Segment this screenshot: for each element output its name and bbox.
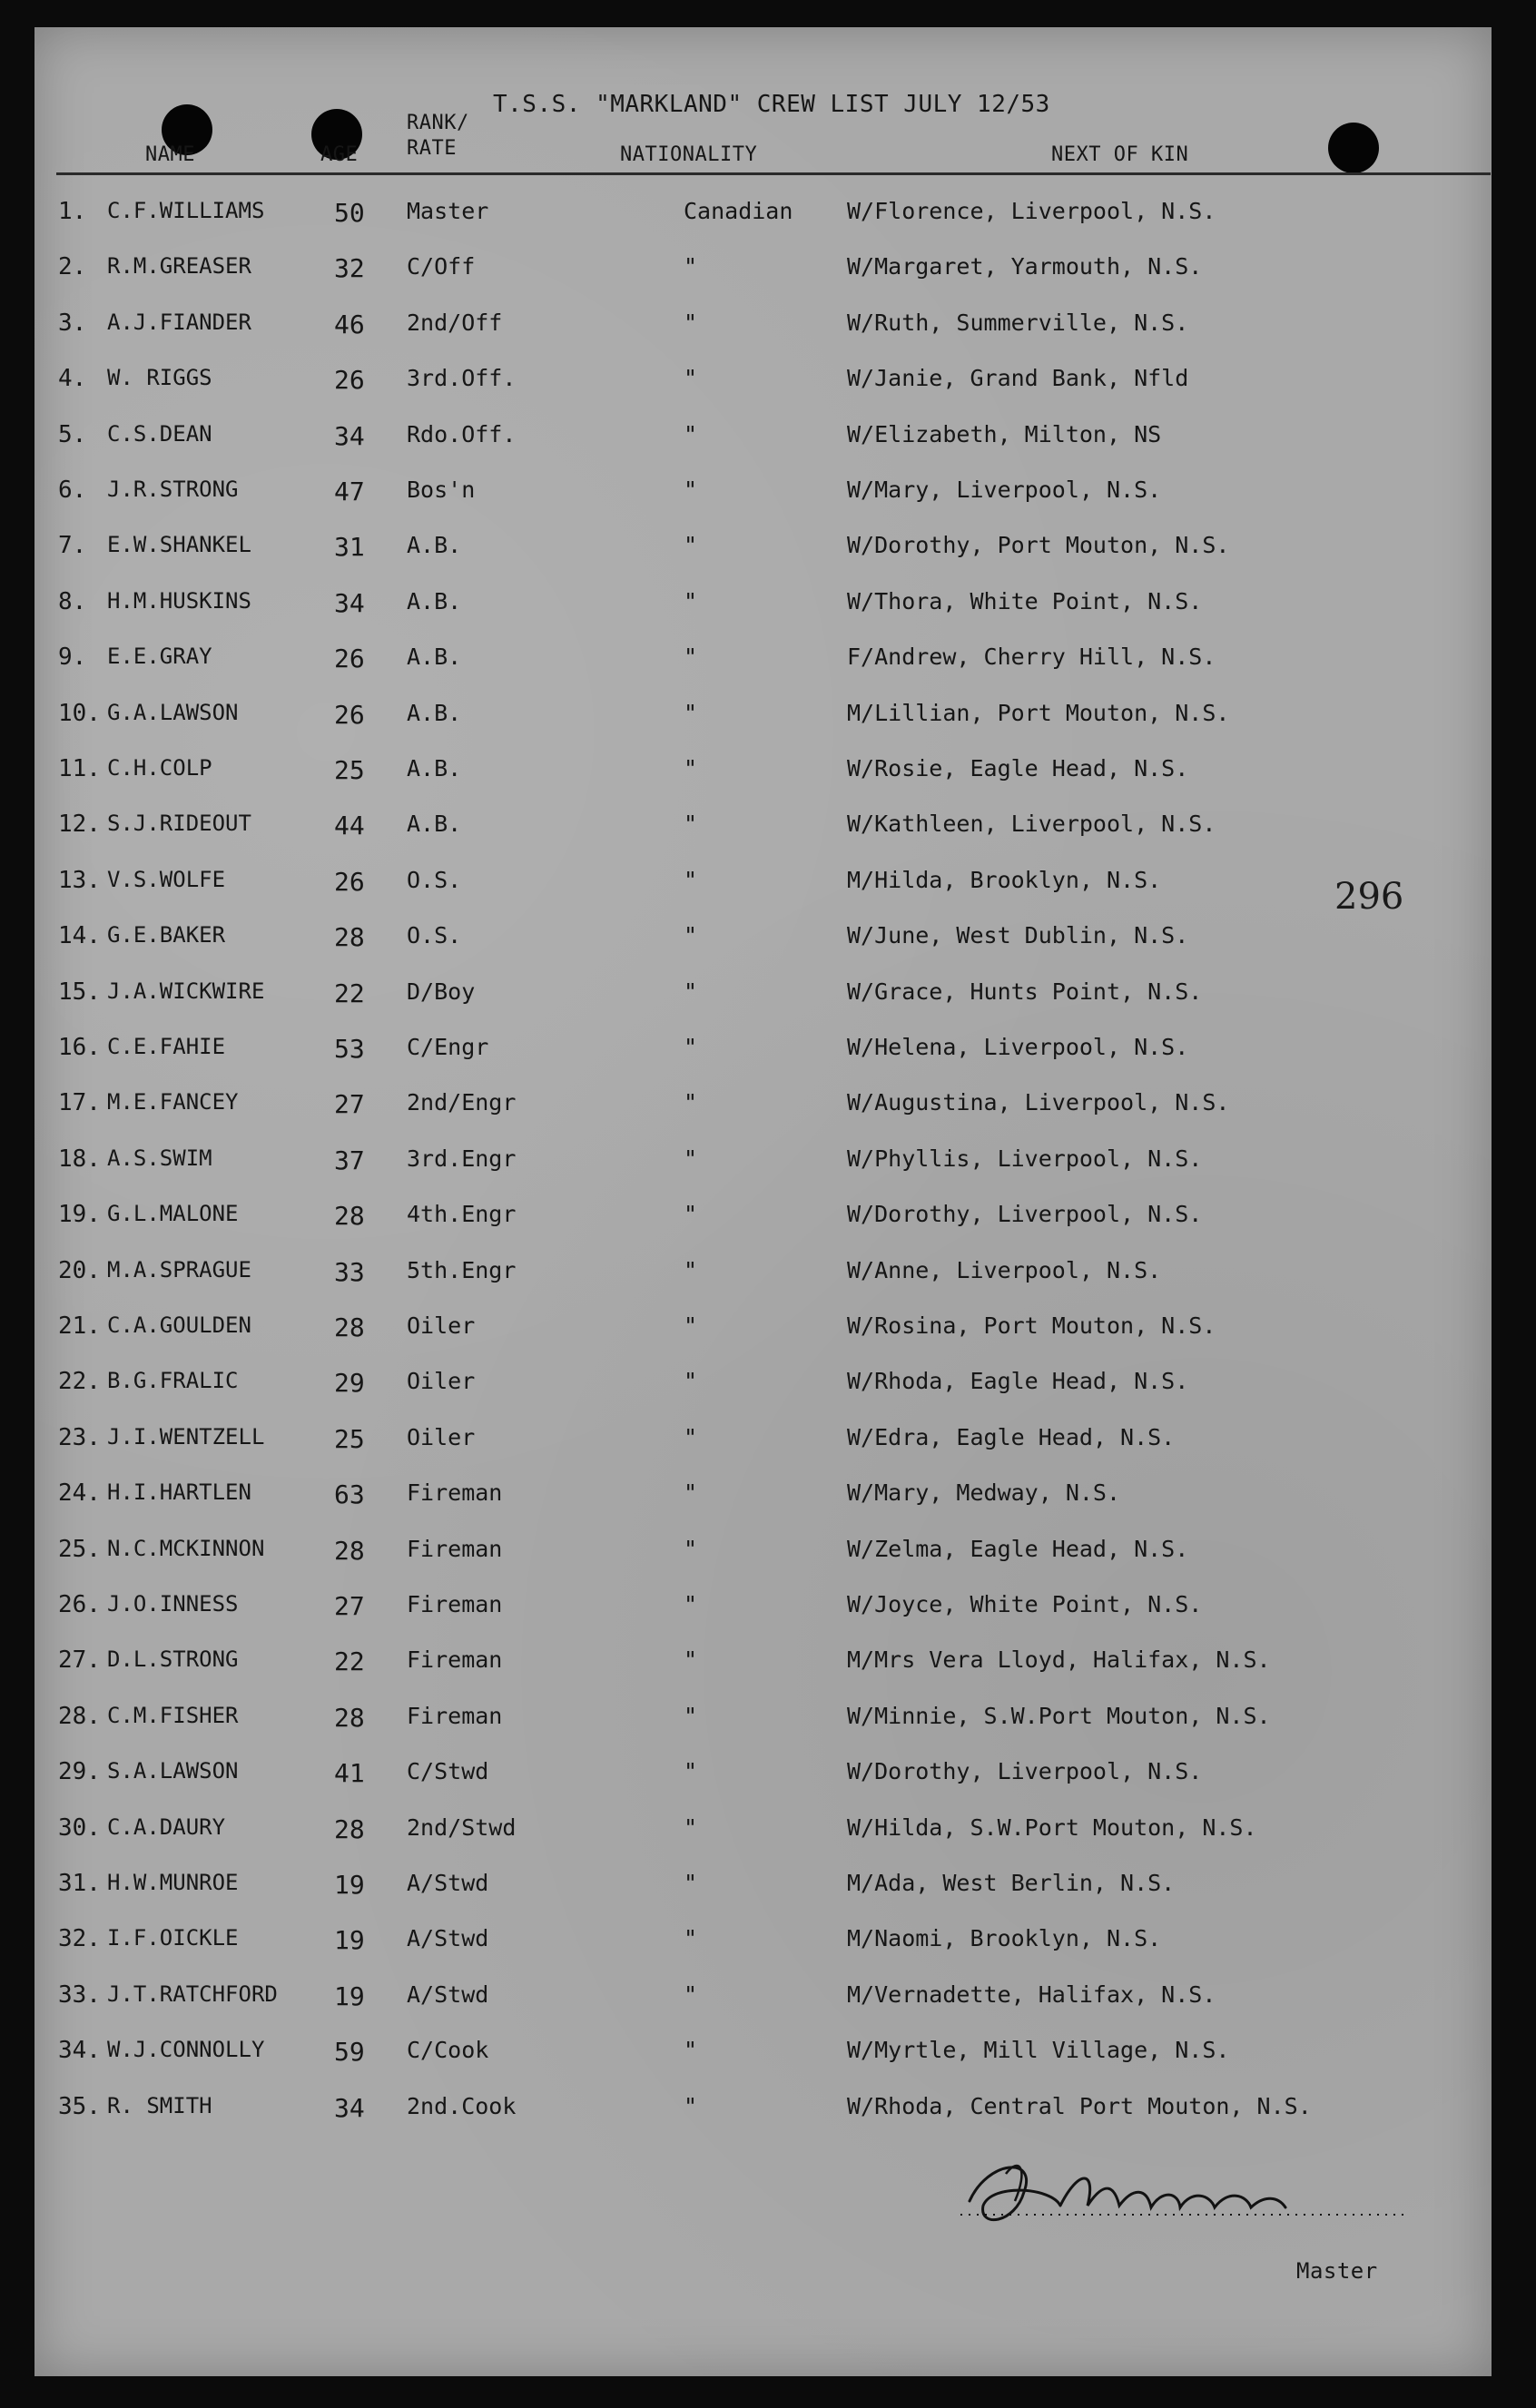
crew-rank: C/Engr [407, 1034, 489, 1060]
crew-next-of-kin: W/Mary, Medway, N.S. [847, 1479, 1121, 1507]
header-next-of-kin: NEXT OF KIN [1051, 143, 1189, 166]
crew-nationality: " [684, 477, 698, 503]
crew-rank: Fireman [407, 1535, 503, 1562]
crew-rank: 4th.Engr [407, 1201, 517, 1228]
crew-age: 28 [334, 1702, 365, 1733]
crew-nationality: " [684, 1535, 698, 1562]
crew-row [34, 1870, 1492, 1925]
crew-rank: 2nd.Cook [407, 2092, 517, 2119]
crew-row [34, 1312, 1492, 1368]
crew-number: 29. [58, 1758, 101, 1786]
crew-number: 33. [58, 1980, 101, 2009]
crew-row [34, 310, 1492, 365]
crew-nationality: " [684, 253, 698, 280]
crew-row [34, 1925, 1492, 1980]
crew-next-of-kin: W/Hilda, S.W.Port Mouton, N.S. [847, 1813, 1257, 1841]
crew-row [34, 700, 1492, 755]
crew-next-of-kin: M/Mrs Vera Lloyd, Halifax, N.S. [847, 1646, 1271, 1674]
crew-number: 23. [58, 1423, 101, 1451]
crew-row [34, 1591, 1492, 1646]
crew-number: 8. [58, 587, 87, 615]
crew-rank: A/Stwd [407, 1980, 489, 2008]
signature [951, 2151, 1423, 2251]
crew-name: J.I.WENTZELL [107, 1423, 265, 1450]
crew-number: 1. [58, 198, 87, 225]
crew-row [34, 867, 1492, 922]
crew-age: 26 [334, 866, 365, 897]
crew-number: 30. [58, 1813, 101, 1842]
crew-nationality: " [684, 1201, 698, 1228]
page-number: 296 [1334, 876, 1404, 918]
crew-number: 25. [58, 1535, 101, 1563]
crew-name: H.W.MUNROE [107, 1870, 239, 1895]
crew-next-of-kin: W/Minnie, S.W.Port Mouton, N.S. [847, 1702, 1271, 1729]
crew-name: W. RIGGS [107, 365, 212, 391]
crew-row [34, 198, 1492, 253]
crew-name: A.J.FIANDER [107, 309, 251, 335]
crew-next-of-kin: M/Ada, West Berlin, N.S. [847, 1870, 1176, 1896]
crew-rank: A/Stwd [407, 1925, 489, 1952]
crew-number: 4. [58, 365, 87, 393]
crew-nationality: " [684, 1980, 698, 2008]
crew-row [34, 1424, 1492, 1479]
crew-next-of-kin: W/Dorothy, Liverpool, N.S. [847, 1201, 1203, 1228]
crew-row [34, 1145, 1492, 1201]
crew-age: 37 [334, 1145, 365, 1175]
crew-row [34, 1034, 1492, 1089]
crew-number: 12. [58, 811, 101, 839]
crew-number: 14. [58, 922, 101, 950]
crew-name: R.M.GREASER [107, 253, 251, 280]
crew-row [34, 755, 1492, 811]
crew-nationality: " [684, 1312, 698, 1339]
crew-row [34, 978, 1492, 1034]
crew-number: 13. [58, 866, 101, 894]
crew-next-of-kin: W/Phyllis, Liverpool, N.S. [847, 1145, 1203, 1172]
crew-next-of-kin: W/June, West Dublin, N.S. [847, 922, 1189, 949]
crew-name: B.G.FRALIC [107, 1368, 239, 1394]
header-name: NAME [145, 143, 195, 166]
crew-age: 28 [334, 1201, 365, 1232]
crew-next-of-kin: W/Rosina, Port Mouton, N.S. [847, 1312, 1216, 1339]
crew-age: 53 [334, 1034, 365, 1064]
crew-next-of-kin: W/Helena, Liverpool, N.S. [847, 1034, 1189, 1060]
crew-age: 34 [334, 2092, 365, 2123]
crew-age: 44 [334, 811, 365, 841]
crew-rank: A.B. [407, 587, 462, 614]
crew-age: 28 [334, 922, 365, 953]
crew-nationality: " [684, 1089, 698, 1116]
crew-rank: A.B. [407, 755, 462, 781]
crew-name: V.S.WOLFE [107, 866, 226, 892]
crew-nationality: " [684, 1256, 698, 1283]
crew-number: 31. [58, 1870, 101, 1897]
crew-age: 26 [334, 699, 365, 730]
crew-age: 34 [334, 420, 365, 451]
crew-next-of-kin: M/Naomi, Brooklyn, N.S. [847, 1925, 1162, 1952]
crew-row [34, 922, 1492, 978]
crew-age: 26 [334, 644, 365, 674]
crew-row [34, 477, 1492, 532]
crew-name: S.A.LAWSON [107, 1758, 239, 1784]
crew-number: 11. [58, 755, 101, 782]
crew-nationality: " [684, 1479, 698, 1507]
crew-row [34, 421, 1492, 477]
crew-name: D.L.STRONG [107, 1646, 239, 1673]
crew-nationality: " [684, 420, 698, 447]
crew-row [34, 1814, 1492, 1870]
crew-name: G.A.LAWSON [107, 699, 239, 725]
crew-name: G.L.MALONE [107, 1201, 239, 1227]
crew-rank: A.B. [407, 811, 462, 838]
crew-number: 34. [58, 2037, 101, 2065]
crew-next-of-kin: M/Lillian, Port Mouton, N.S. [847, 699, 1230, 726]
crew-age: 28 [334, 1535, 365, 1566]
crew-nationality: " [684, 978, 698, 1005]
header-rule [56, 172, 1491, 175]
crew-row [34, 1703, 1492, 1758]
crew-next-of-kin: W/Joyce, White Point, N.S. [847, 1591, 1203, 1617]
crew-rank: A.B. [407, 699, 462, 726]
crew-age: 46 [334, 309, 365, 339]
crew-number: 6. [58, 477, 87, 504]
crew-rank: Oiler [407, 1312, 476, 1339]
crew-next-of-kin: W/Florence, Liverpool, N.S. [847, 198, 1216, 224]
crew-nationality: " [684, 1423, 698, 1450]
crew-next-of-kin: F/Andrew, Cherry Hill, N.S. [847, 644, 1216, 671]
crew-next-of-kin: W/Ruth, Summerville, N.S. [847, 309, 1189, 336]
crew-row [34, 1479, 1492, 1535]
crew-next-of-kin: W/Thora, White Point, N.S. [847, 587, 1203, 614]
crew-nationality: " [684, 1368, 698, 1395]
crew-name: H.I.HARTLEN [107, 1479, 251, 1506]
crew-number: 9. [58, 644, 87, 672]
crew-rank: A.B. [407, 532, 462, 559]
crew-number: 16. [58, 1034, 101, 1061]
crew-nationality: Canadian [684, 198, 793, 224]
crew-row [34, 253, 1492, 309]
crew-age: 59 [334, 2037, 365, 2068]
crew-age: 32 [334, 253, 365, 284]
crew-nationality: " [684, 1925, 698, 1952]
crew-number: 18. [58, 1145, 101, 1173]
crew-number: 32. [58, 1925, 101, 1953]
signature-title: Master [1296, 2258, 1378, 2284]
crew-nationality: " [684, 1646, 698, 1674]
crew-rank: Fireman [407, 1591, 503, 1617]
crew-name: H.M.HUSKINS [107, 587, 251, 614]
crew-age: 19 [334, 1925, 365, 1956]
crew-next-of-kin: M/Hilda, Brooklyn, N.S. [847, 866, 1162, 893]
crew-rank: Fireman [407, 1702, 503, 1729]
crew-age: 34 [334, 587, 365, 618]
crew-row [34, 2093, 1492, 2148]
crew-name: G.E.BAKER [107, 922, 226, 948]
crew-nationality: " [684, 1702, 698, 1729]
punch-hole [1328, 123, 1379, 173]
crew-number: 27. [58, 1646, 101, 1675]
crew-row [34, 1368, 1492, 1423]
crew-nationality: " [684, 365, 698, 392]
crew-name: S.J.RIDEOUT [107, 811, 251, 837]
crew-rank: Master [407, 198, 489, 224]
crew-next-of-kin: W/Zelma, Eagle Head, N.S. [847, 1535, 1189, 1562]
crew-age: 63 [334, 1479, 365, 1510]
crew-rank: O.S. [407, 922, 462, 949]
crew-nationality: " [684, 1034, 698, 1060]
crew-next-of-kin: W/Mary, Liverpool, N.S. [847, 477, 1162, 503]
crew-nationality: " [684, 866, 698, 893]
crew-nationality: " [684, 587, 698, 614]
crew-rank: Bos'n [407, 477, 476, 503]
crew-number: 20. [58, 1256, 101, 1284]
crew-name: E.E.GRAY [107, 644, 212, 670]
document-title: T.S.S. "MARKLAND" CREW LIST JULY 12/53 [493, 91, 1050, 118]
crew-name: C.H.COLP [107, 755, 212, 781]
crew-next-of-kin: W/Edra, Eagle Head, N.S. [847, 1423, 1176, 1450]
crew-age: 19 [334, 1980, 365, 2011]
crew-age: 28 [334, 1813, 365, 1844]
crew-name: C.M.FISHER [107, 1702, 239, 1728]
crew-age: 27 [334, 1089, 365, 1120]
crew-age: 22 [334, 978, 365, 1008]
crew-row [34, 1536, 1492, 1591]
crew-nationality: " [684, 699, 698, 726]
crew-row [34, 811, 1492, 866]
crew-next-of-kin: W/Rosie, Eagle Head, N.S. [847, 755, 1189, 781]
crew-rank: D/Boy [407, 978, 476, 1005]
crew-next-of-kin: W/Rhoda, Eagle Head, N.S. [847, 1368, 1189, 1395]
crew-row [34, 1646, 1492, 1702]
crew-number: 3. [58, 309, 87, 337]
crew-age: 50 [334, 198, 365, 228]
crew-name: E.W.SHANKEL [107, 532, 251, 558]
crew-name: J.T.RATCHFORD [107, 1980, 278, 2007]
header-rank: RANK/ RATE [407, 112, 469, 160]
crew-nationality: " [684, 532, 698, 559]
crew-next-of-kin: W/Grace, Hunts Point, N.S. [847, 978, 1203, 1005]
crew-name: R. SMITH [107, 2092, 212, 2118]
header-age: AGE [320, 143, 359, 166]
crew-nationality: " [684, 922, 698, 949]
crew-name: J.R.STRONG [107, 477, 239, 502]
crew-age: 27 [334, 1591, 365, 1621]
crew-rank: C/Stwd [407, 1758, 489, 1785]
crew-rank: 2nd/Engr [407, 1089, 517, 1116]
crew-number: 10. [58, 699, 101, 727]
crew-number: 17. [58, 1089, 101, 1117]
crew-next-of-kin: W/Augustina, Liverpool, N.S. [847, 1089, 1230, 1116]
crew-rank: 3rd.Off. [407, 365, 517, 392]
crew-nationality: " [684, 644, 698, 671]
crew-nationality: " [684, 1870, 698, 1896]
header-nationality: NATIONALITY [620, 143, 758, 166]
crew-number: 26. [58, 1591, 101, 1618]
crew-rank: 2nd/Stwd [407, 1813, 517, 1841]
crew-age: 25 [334, 1423, 365, 1454]
crew-nationality: " [684, 1758, 698, 1785]
crew-nationality: " [684, 2037, 698, 2064]
crew-nationality: " [684, 1591, 698, 1617]
crew-age: 33 [334, 1256, 365, 1287]
crew-age: 25 [334, 755, 365, 785]
crew-name: C.F.WILLIAMS [107, 198, 265, 223]
crew-name: M.A.SPRAGUE [107, 1256, 251, 1283]
crew-number: 21. [58, 1312, 101, 1340]
crew-rank: A/Stwd [407, 1870, 489, 1896]
crew-next-of-kin: W/Margaret, Yarmouth, N.S. [847, 253, 1203, 280]
crew-age: 26 [334, 365, 365, 396]
crew-name: M.E.FANCEY [107, 1089, 239, 1116]
crew-rank: Oiler [407, 1423, 476, 1450]
crew-rank: Oiler [407, 1368, 476, 1395]
crew-name: J.O.INNESS [107, 1591, 239, 1617]
crew-row [34, 2037, 1492, 2092]
crew-row [34, 365, 1492, 420]
crew-name: J.A.WICKWIRE [107, 978, 265, 1004]
crew-rank: Rdo.Off. [407, 420, 517, 447]
crew-rank: A.B. [407, 644, 462, 671]
crew-name: C.E.FAHIE [107, 1034, 226, 1059]
crew-row [34, 588, 1492, 644]
crew-next-of-kin: W/Dorothy, Port Mouton, N.S. [847, 532, 1230, 559]
crew-name: A.S.SWIM [107, 1145, 212, 1171]
crew-next-of-kin: W/Janie, Grand Bank, Nfld [847, 365, 1189, 392]
crew-rank: Fireman [407, 1646, 503, 1674]
crew-nationality: " [684, 1813, 698, 1841]
crew-row [34, 1257, 1492, 1312]
crew-number: 24. [58, 1479, 101, 1508]
crew-rank: O.S. [407, 866, 462, 893]
crew-number: 28. [58, 1702, 101, 1730]
crew-number: 2. [58, 253, 87, 281]
crew-age: 22 [334, 1646, 365, 1677]
crew-name: C.A.DAURY [107, 1813, 226, 1840]
crew-number: 5. [58, 420, 87, 448]
crew-row [34, 532, 1492, 587]
crew-nationality: " [684, 309, 698, 336]
crew-rank: 3rd.Engr [407, 1145, 517, 1172]
crew-row [34, 1089, 1492, 1145]
crew-row [34, 1758, 1492, 1813]
crew-next-of-kin: W/Kathleen, Liverpool, N.S. [847, 811, 1216, 838]
crew-rank: 5th.Engr [407, 1256, 517, 1283]
crew-nationality: " [684, 2092, 698, 2119]
crew-age: 28 [334, 1312, 365, 1342]
crew-rank: C/Cook [407, 2037, 489, 2064]
crew-next-of-kin: W/Myrtle, Mill Village, N.S. [847, 2037, 1230, 2064]
crew-row [34, 644, 1492, 699]
crew-next-of-kin: W/Elizabeth, Milton, NS [847, 420, 1162, 447]
crew-age: 31 [334, 532, 365, 563]
crew-next-of-kin: W/Dorothy, Liverpool, N.S. [847, 1758, 1203, 1785]
crew-number: 35. [58, 2092, 101, 2120]
crew-name: C.S.DEAN [107, 420, 212, 447]
crew-age: 47 [334, 477, 365, 506]
crew-nationality: " [684, 1145, 698, 1172]
crew-row [34, 1981, 1492, 2037]
crew-number: 19. [58, 1201, 101, 1229]
crew-age: 41 [334, 1758, 365, 1789]
crew-age: 19 [334, 1870, 365, 1900]
crew-next-of-kin: M/Vernadette, Halifax, N.S. [847, 1980, 1216, 2008]
crew-number: 7. [58, 532, 87, 560]
crew-rank: 2nd/Off [407, 309, 503, 336]
crew-nationality: " [684, 811, 698, 838]
crew-next-of-kin: W/Anne, Liverpool, N.S. [847, 1256, 1162, 1283]
crew-name: W.J.CONNOLLY [107, 2037, 265, 2063]
crew-number: 15. [58, 978, 101, 1006]
crew-name: N.C.MCKINNON [107, 1535, 265, 1561]
crew-age: 29 [334, 1368, 365, 1399]
crew-row [34, 1201, 1492, 1256]
crew-name: I.F.OICKLE [107, 1925, 239, 1951]
crew-rank: Fireman [407, 1479, 503, 1507]
crew-rank: C/Off [407, 253, 476, 280]
crew-nationality: " [684, 755, 698, 781]
crew-next-of-kin: W/Rhoda, Central Port Mouton, N.S. [847, 2092, 1312, 2119]
crew-name: C.A.GOULDEN [107, 1312, 251, 1338]
crew-number: 22. [58, 1368, 101, 1396]
crew-list-sheet [34, 27, 1492, 2376]
